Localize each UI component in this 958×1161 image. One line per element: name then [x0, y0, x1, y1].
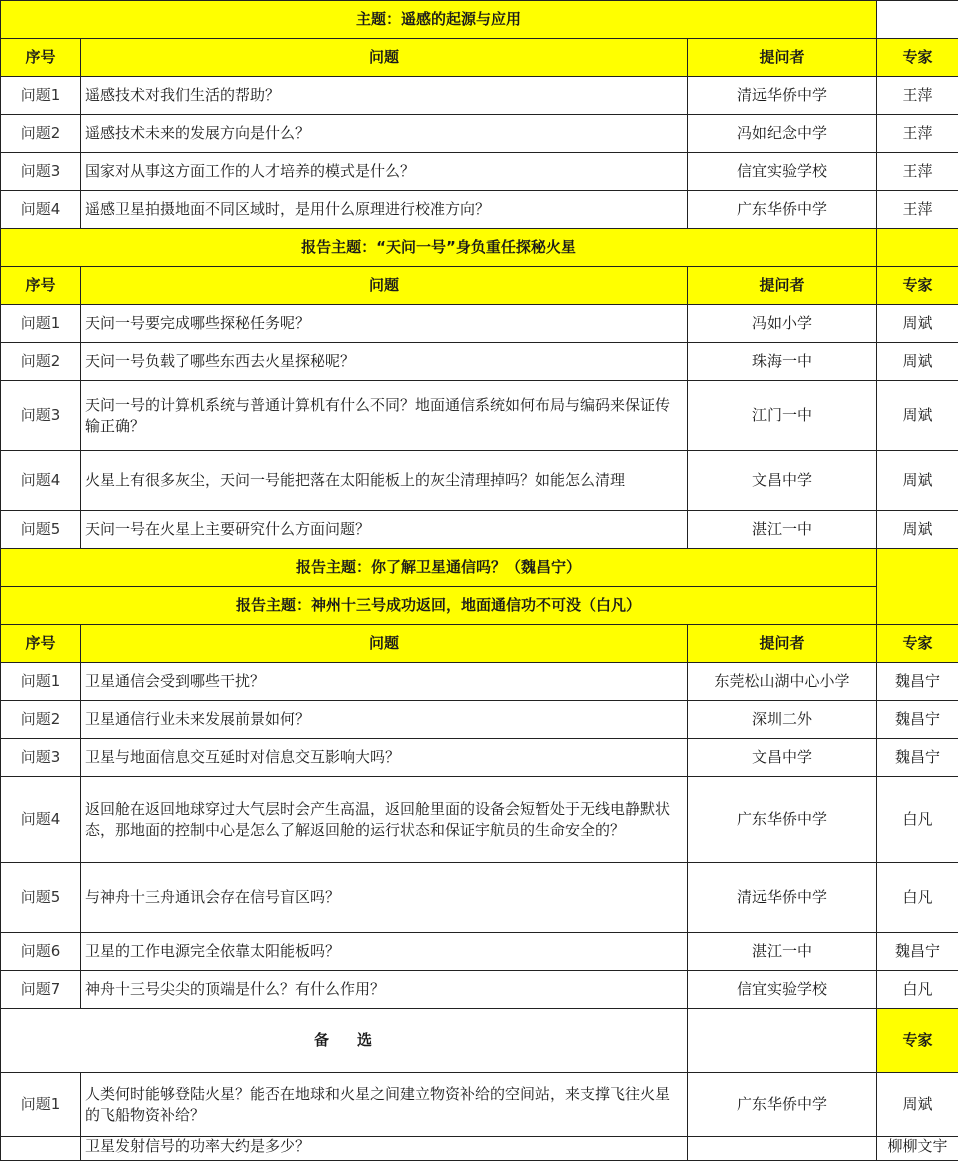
row-asker [688, 1137, 877, 1161]
row-question: 卫星的工作电源完全依靠太阳能板吗？ [81, 933, 688, 971]
row-expert: 周斌 [877, 305, 958, 343]
table-row [1, 77, 958, 115]
row-num: 问题1 [1, 305, 81, 343]
reserve-title [1, 1009, 688, 1073]
table-row [1, 933, 958, 971]
row-question: 天问一号要完成哪些探秘任务呢？ [81, 305, 688, 343]
table-row [1, 451, 958, 511]
table-row [1, 1073, 958, 1137]
row-question: 与神舟十三舟通讯会存在信号盲区吗？ [81, 863, 688, 933]
section3-title-row-a [1, 549, 958, 587]
row-asker: 信宜实验学校 [688, 153, 877, 191]
row-question: 返回舱在返回地球穿过大气层时会产生高温，返回舱里面的设备会短暂处于无线电静默状态，那地面的控制中心是怎么了解返回舱的运行状态和保证宇航员的生命安全的？ [81, 777, 688, 863]
row-expert: 周斌 [877, 343, 958, 381]
reserve-title-a: 备 [314, 1031, 331, 1049]
row-expert: 魏昌宁 [877, 933, 958, 971]
table-row [1, 663, 958, 701]
row-expert: 白凡 [877, 777, 958, 863]
header-asker: 提问者 [688, 39, 877, 77]
section1-title-row [1, 1, 958, 39]
reserve-title-row [1, 1009, 958, 1073]
row-expert: 周斌 [877, 381, 958, 451]
section3-title-a: 报告主题：你了解卫星通信吗？（魏昌宁） [1, 549, 877, 587]
section1-title: 主题：遥感的起源与应用 [1, 1, 877, 39]
row-expert: 王萍 [877, 77, 958, 115]
reserve-title-b: 选 [357, 1031, 374, 1049]
row-expert: 魏昌宁 [877, 739, 958, 777]
header-question: 问题 [81, 267, 688, 305]
row-question-text: 卫星发射信号的功率大约是多少？ [85, 1137, 310, 1155]
row-num: 问题3 [1, 381, 81, 451]
header-num: 序号 [1, 39, 81, 77]
row-num: 问题5 [1, 511, 81, 549]
row-asker: 东莞松山湖中心小学 [688, 663, 877, 701]
section3-title-row-b [1, 587, 958, 625]
row-num: 问题4 [1, 451, 81, 511]
row-expert: 魏昌宁 [877, 701, 958, 739]
row-question: 神舟十三号尖尖的顶端是什么？有什么作用？ [81, 971, 688, 1009]
header-expert: 专家 [877, 39, 958, 77]
row-num [1, 1137, 81, 1161]
table-row [1, 777, 958, 863]
section2-title-row [1, 229, 958, 267]
row-asker: 深圳二外 [688, 701, 877, 739]
row-num: 问题6 [1, 933, 81, 971]
row-num: 问题7 [1, 971, 81, 1009]
row-num: 问题4 [1, 777, 81, 863]
row-num: 问题3 [1, 739, 81, 777]
blank-cell [877, 1, 958, 39]
row-question: 天问一号的计算机系统与普通计算机有什么不同？地面通信系统如何布局与编码来保证传输正确？ [81, 381, 688, 451]
row-num: 问题4 [1, 191, 81, 229]
row-asker: 清远华侨中学 [688, 77, 877, 115]
row-asker: 湛江一中 [688, 511, 877, 549]
row-question: 卫星与地面信息交互延时对信息交互影响大吗？ [81, 739, 688, 777]
table-row [1, 191, 958, 229]
row-asker: 广东华侨中学 [688, 777, 877, 863]
row-num: 问题2 [1, 343, 81, 381]
table-row [1, 701, 958, 739]
row-asker: 信宜实验学校 [688, 971, 877, 1009]
row-expert: 周斌 [877, 1073, 958, 1137]
row-question: 卫星通信会受到哪些干扰？ [81, 663, 688, 701]
table-row [1, 153, 958, 191]
section2-title: 报告主题：“天问一号”身负重任探秘火星 [1, 229, 877, 267]
section3-header-row [1, 625, 958, 663]
header-question: 问题 [81, 39, 688, 77]
table-row [1, 863, 958, 933]
row-question: 天问一号负载了哪些东西去火星探秘呢？ [81, 343, 688, 381]
row-num: 问题1 [1, 663, 81, 701]
table-row [1, 739, 958, 777]
row-question [81, 1137, 688, 1161]
row-expert-text: 柳柳文宇 [888, 1137, 948, 1155]
row-num: 问题2 [1, 701, 81, 739]
section1-header-row [1, 39, 958, 77]
header-asker: 提问者 [688, 625, 877, 663]
header-expert: 专家 [877, 267, 958, 305]
row-num: 问题3 [1, 153, 81, 191]
row-expert: 白凡 [877, 971, 958, 1009]
row-question: 人类何时能够登陆火星？能否在地球和火星之间建立物资补给的空间站，来支撑飞往火星的飞船物资补给？ [81, 1073, 688, 1137]
header-num: 序号 [1, 267, 81, 305]
row-asker: 冯如小学 [688, 305, 877, 343]
row-expert [877, 1137, 958, 1161]
row-question: 遥感技术未来的发展方向是什么？ [81, 115, 688, 153]
section2-header-row [1, 267, 958, 305]
header-expert: 专家 [877, 625, 958, 663]
table-row [1, 971, 958, 1009]
row-num: 问题1 [1, 77, 81, 115]
row-expert: 王萍 [877, 153, 958, 191]
row-num: 问题1 [1, 1073, 81, 1137]
table-row [1, 1137, 958, 1161]
table-row [1, 343, 958, 381]
row-asker: 江门一中 [688, 381, 877, 451]
row-expert: 白凡 [877, 863, 958, 933]
blank-cell [877, 229, 958, 267]
table-row [1, 381, 958, 451]
blank-cell [877, 549, 958, 625]
row-num: 问题5 [1, 863, 81, 933]
header-question: 问题 [81, 625, 688, 663]
row-expert: 周斌 [877, 511, 958, 549]
row-asker: 清远华侨中学 [688, 863, 877, 933]
row-question: 卫星通信行业未来发展前景如何？ [81, 701, 688, 739]
row-question: 国家对从事这方面工作的人才培养的模式是什么？ [81, 153, 688, 191]
row-expert: 王萍 [877, 115, 958, 153]
row-asker: 湛江一中 [688, 933, 877, 971]
row-question: 遥感技术对我们生活的帮助？ [81, 77, 688, 115]
row-asker: 文昌中学 [688, 451, 877, 511]
blank-cell [688, 1009, 877, 1073]
section3-title-b: 报告主题：神州十三号成功返回，地面通信功不可没（白凡） [1, 587, 877, 625]
row-question: 火星上有很多灰尘，天问一号能把落在太阳能板上的灰尘清理掉吗？如能怎么清理 [81, 451, 688, 511]
row-asker: 文昌中学 [688, 739, 877, 777]
row-asker: 广东华侨中学 [688, 1073, 877, 1137]
table-row [1, 305, 958, 343]
row-asker: 广东华侨中学 [688, 191, 877, 229]
row-expert: 王萍 [877, 191, 958, 229]
row-asker: 冯如纪念中学 [688, 115, 877, 153]
reserve-expert-header: 专家 [877, 1009, 958, 1073]
table-row [1, 511, 958, 549]
header-num: 序号 [1, 625, 81, 663]
row-expert: 周斌 [877, 451, 958, 511]
row-question: 遥感卫星拍摄地面不同区域时，是用什么原理进行校准方向？ [81, 191, 688, 229]
row-question: 天问一号在火星上主要研究什么方面问题？ [81, 511, 688, 549]
row-asker: 珠海一中 [688, 343, 877, 381]
table-row [1, 115, 958, 153]
row-num: 问题2 [1, 115, 81, 153]
row-expert: 魏昌宁 [877, 663, 958, 701]
header-asker: 提问者 [688, 267, 877, 305]
